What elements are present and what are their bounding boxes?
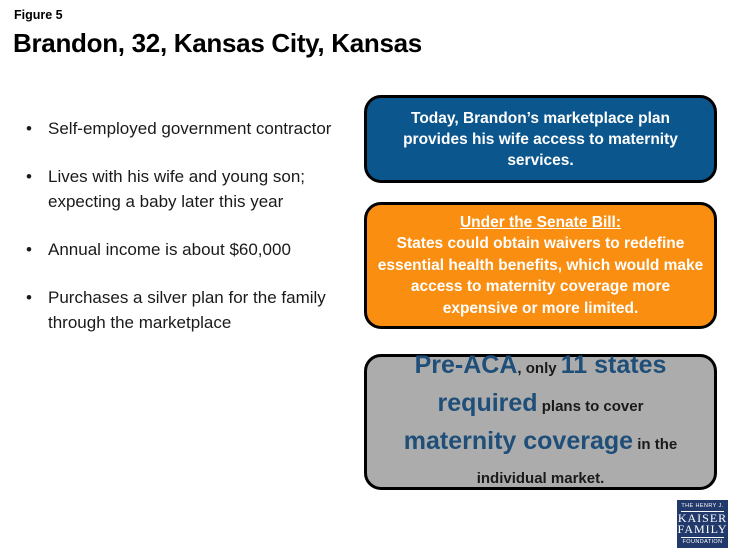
kff-logo-kaiser: KAISER <box>677 510 728 525</box>
list-item: • Lives with his wife and young son; expecting a baby later this year <box>22 164 357 214</box>
preaca-highlight: Pre-ACA <box>414 351 518 379</box>
kff-logo-family: FAMILY <box>677 522 728 536</box>
kff-logo-divider <box>681 537 724 538</box>
callout-preaca-text <box>388 348 693 496</box>
preaca-highlight: maternity coverage <box>403 427 634 455</box>
kff-logo-line-top: THE HENRY J. <box>681 502 724 509</box>
kff-logo-line-bottom: FOUNDATION <box>682 538 723 545</box>
callout-preaca-box <box>364 351 717 490</box>
callout-today-box <box>364 95 717 183</box>
list-item: • Annual income is about $60,000 <box>22 237 357 262</box>
preaca-plain: in the individual market. <box>476 436 678 487</box>
callout-senate-box <box>364 202 717 329</box>
callout-senate-heading: Under the Senate Bill: <box>459 213 622 231</box>
list-item: • Purchases a silver plan for the family through the marketplace <box>22 285 357 335</box>
callout-senate-body: States could obtain waivers to redefine essential health benefits, which would make access to maternity coverage more expensive or more limited. <box>377 235 704 317</box>
bullet-list <box>22 116 357 358</box>
page-title: Brandon, 32, Kansas City, Kansas <box>13 28 422 58</box>
preaca-plain: plans to cover <box>537 398 644 415</box>
callout-today-text: Today, Brandon’s marketplace plan provides his wife access to maternity services. <box>403 109 678 169</box>
list-item: • Self-employed government contractor <box>22 116 357 141</box>
kff-logo <box>677 500 728 548</box>
preaca-plain: , only <box>517 360 561 377</box>
figure-label: Figure 5 <box>14 8 63 22</box>
preaca-highlight: 11 states required <box>437 351 667 417</box>
